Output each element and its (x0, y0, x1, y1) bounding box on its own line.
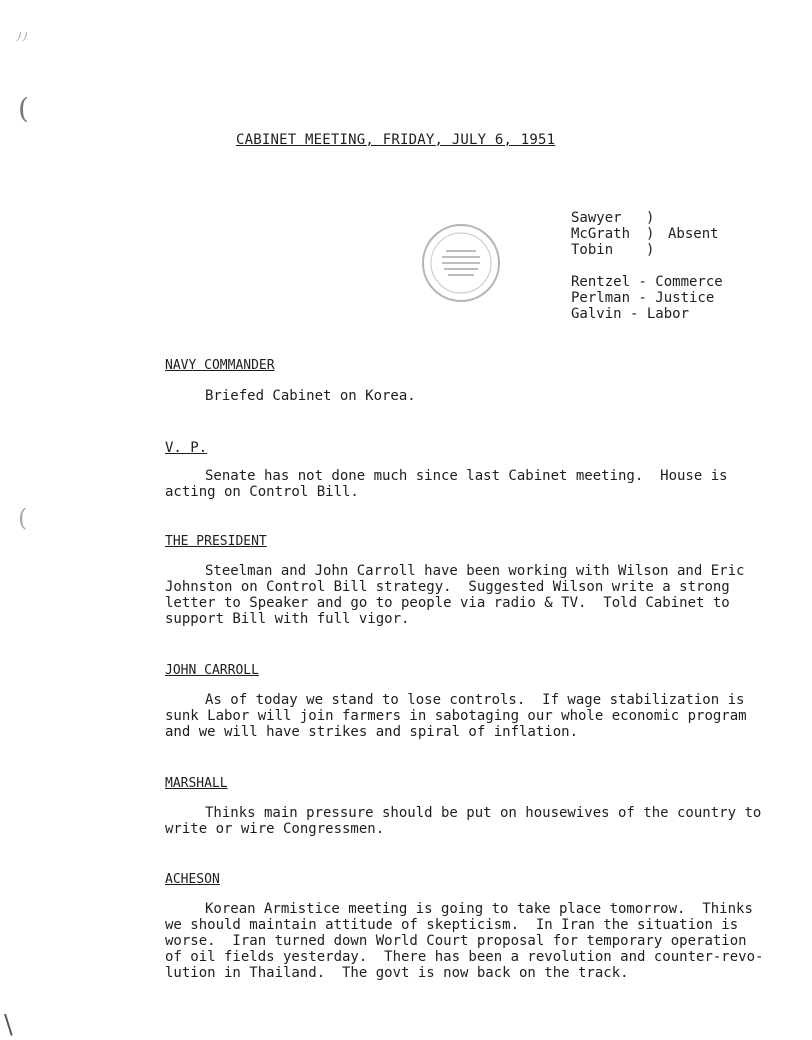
body-line: Steelman and John Carroll have been working with Wilson and Eric (205, 563, 745, 579)
declassification-stamp (420, 222, 502, 304)
body-line: we should maintain attitude of skepticism. In Iran the situation is (165, 917, 739, 933)
section-body (165, 901, 765, 981)
absent-name: Tobin (571, 242, 614, 258)
body-line: Thinks main pressure should be put on housewives of the country to (205, 805, 762, 821)
body-line: letter to Speaker and go to people via radio & TV. Told Cabinet to (165, 595, 730, 611)
section-body (165, 468, 765, 500)
section-heading: JOHN CARROLL (165, 663, 259, 678)
body-line: As of today we stand to lose controls. If wage stabilization is (205, 692, 745, 708)
absent-label: Absent (668, 226, 719, 242)
section-body (165, 692, 765, 740)
body-line: Briefed Cabinet on Korea. (205, 388, 416, 404)
body-line: sunk Labor will join farmers in sabotaging our whole economic program (165, 708, 747, 724)
bracket: ) (646, 242, 655, 258)
bracket: ) (646, 210, 655, 226)
substitute-line: Galvin - Labor (571, 306, 690, 322)
section-heading: ACHESON (165, 872, 220, 887)
body-line: Korean Armistice meeting is going to take place tomorrow. Thinks (205, 901, 753, 917)
section-heading: V. P. (165, 440, 208, 456)
absent-name: McGrath (571, 226, 631, 242)
margin-slash: \ (4, 1010, 13, 1040)
section-heading: MARSHALL (165, 776, 228, 791)
section-body (165, 388, 765, 404)
section-body (165, 563, 765, 627)
margin-mark-top: ﾉﾉ (16, 30, 29, 44)
margin-paren-1: ( (18, 92, 29, 125)
substitute-line: Perlman - Justice (571, 290, 715, 306)
body-line: acting on Control Bill. (165, 484, 359, 500)
body-line: lution in Thailand. The govt is now back on the track. (165, 965, 629, 981)
body-line: of oil fields yesterday. There has been a revolution and counter-revo- (165, 949, 764, 965)
bracket: ) (646, 226, 655, 242)
body-line: write or wire Congressmen. (165, 821, 385, 837)
body-line: Senate has not done much since last Cabinet meeting. House is (205, 468, 728, 484)
section-body (165, 805, 765, 837)
section-heading: THE PRESIDENT (165, 534, 267, 549)
body-line: Johnston on Control Bill strategy. Suggested Wilson write a strong (165, 579, 730, 595)
absent-name: Sawyer (571, 210, 622, 226)
margin-paren-2: ( (18, 504, 28, 532)
section-heading: NAVY COMMANDER (165, 358, 275, 373)
body-line: and we will have strikes and spiral of inflation. (165, 724, 579, 740)
body-line: worse. Iran turned down World Court proposal for temporary operation (165, 933, 747, 949)
substitute-line: Rentzel - Commerce (571, 274, 723, 290)
body-line: support Bill with full vigor. (165, 611, 410, 627)
page-title: CABINET MEETING, FRIDAY, JULY 6, 1951 (236, 132, 556, 148)
